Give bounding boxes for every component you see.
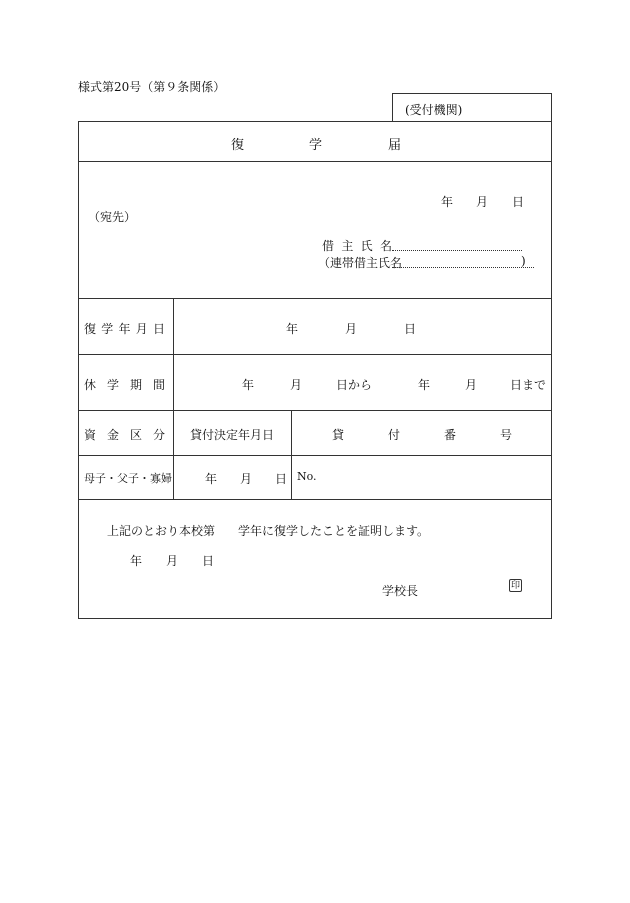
single-parent-month-label: 月 xyxy=(240,472,253,486)
divider xyxy=(78,354,552,355)
leave-until-year-label: 年 xyxy=(418,378,431,392)
title-char: 届 xyxy=(388,138,402,153)
borrower-name-field[interactable] xyxy=(392,250,522,251)
loan-number-label: 貸 付 番 号 xyxy=(332,428,512,442)
receiving-org-label: (受付機関) xyxy=(405,103,463,117)
fund-category-label: 資 金 区 分 xyxy=(84,428,165,442)
leave-from-day-label: 日から xyxy=(336,378,373,392)
guarantor-name-field[interactable] xyxy=(392,267,534,268)
return-date-label: 復 学 年 月 日 xyxy=(84,322,165,336)
return-year-label: 年 xyxy=(286,322,299,336)
guarantor-close-paren: ) xyxy=(521,254,526,268)
form-number: 様式第20号（第９条関係） xyxy=(78,80,226,94)
application-day-label: 日 xyxy=(512,195,525,209)
single-parent-day-label: 日 xyxy=(275,472,288,486)
return-day-label: 日 xyxy=(404,322,417,336)
leave-from-month-label: 月 xyxy=(290,378,303,392)
single-parent-label: 母子・父子・寡婦 xyxy=(84,472,172,485)
divider xyxy=(78,298,552,299)
leave-from-year-label: 年 xyxy=(242,378,255,392)
leave-period-label: 休 学 期 間 xyxy=(84,378,165,392)
guarantor-name-label: （連帯借主氏名 xyxy=(318,256,403,270)
loan-decision-date-label: 貸付決定年月日 xyxy=(190,428,275,442)
application-month-label: 月 xyxy=(476,195,489,209)
certification-day-label: 日 xyxy=(202,554,215,568)
certification-year-label: 年 xyxy=(130,554,143,568)
addressee-label: （宛先） xyxy=(88,210,137,224)
receiving-org-box xyxy=(392,93,552,122)
divider xyxy=(78,499,552,500)
application-year-label: 年 xyxy=(441,195,454,209)
leave-until-month-label: 月 xyxy=(465,378,478,392)
single-parent-number-label: No. xyxy=(297,470,317,483)
return-month-label: 月 xyxy=(345,322,358,336)
single-parent-year-label: 年 xyxy=(205,472,218,486)
certification-month-label: 月 xyxy=(166,554,179,568)
title-char: 学 xyxy=(309,138,323,153)
certification-text-part1: 上記のとおり本校第 xyxy=(107,524,216,538)
label-column-divider xyxy=(173,298,174,499)
borrower-name-label: 借 主 氏 名 xyxy=(322,239,392,253)
divider xyxy=(78,161,552,162)
certification-text-part2: 学年に復学したことを証明します。 xyxy=(238,524,430,538)
divider xyxy=(78,410,552,411)
title-char: 復 xyxy=(231,138,245,153)
principal-label: 学校長 xyxy=(382,584,419,598)
leave-until-day-label: 日まで xyxy=(510,378,547,392)
seal-mark: 印 xyxy=(510,581,520,591)
divider xyxy=(78,455,552,456)
column-divider xyxy=(291,410,292,499)
